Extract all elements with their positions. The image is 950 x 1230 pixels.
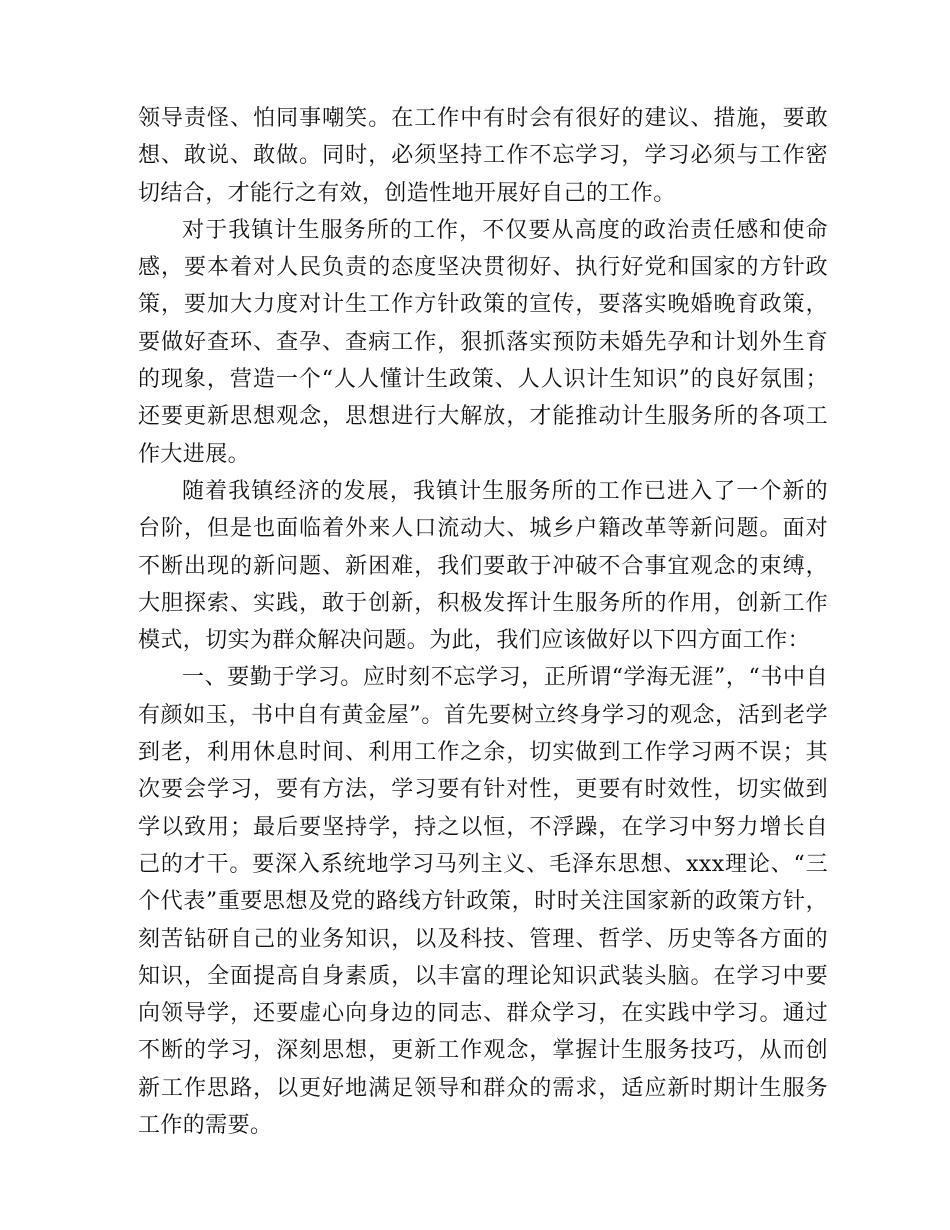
paragraph-diligent-study: 一、要勤于学习。应时刻不忘学习，正所谓“学海无涯”，“书中自有颜如玉，书中自有黄金屋”。首先要树立终身学习的观念，活到老学到老，利用休息时间、利用工作之余，切实做到工作学习两不误；其次要会学习，要有方法，学习要有针对性，更要有时效性，切实做到学以致用；最后要坚持学，持之以恒，不浮躁，在学习中努力增长自己的才干。要深入系统地学习马列主义、毛泽东思想、xxx理论、“三个代表”重要思想及党的路线方针政策，时时关注国家新的政策方针，刻苦钻研自己的业务知识，以及科技、管理、哲学、历史等各方面的知识，全面提高自身素质，以丰富的理论知识武装头脑。在学习中要向领导学，还要虚心向身边的同志、群众学习，在实践中学习。通过不断的学习，深刻思想，更新工作观念，掌握计生服务技巧，从而创新工作思路，以更好地满足领导和群众的需求，适应新时期计生服务工作的需要。 [138, 665, 828, 1139]
paragraph-new-challenges: 随着我镇经济的发展，我镇计生服务所的工作已进入了一个新的台阶，但是也面临着外来人口流动大、城乡户籍改革等新问题。面对不断出现的新问题、新困难，我们要敢于冲破不合事宜观念的束缚，大胆探索、实践，敢于创新，积极发挥计生服务所的作用，创新工作模式，切实为群众解决问题。为此，我们应该做好以下四方面工作： [138, 478, 828, 654]
document-body [138, 100, 828, 1144]
paragraph-continuation: 领导责怪、怕同事嘲笑。在工作中有时会有很好的建议、措施，要敢想、敢说、敢做。同时，必须坚持工作不忘学习，学习必须与工作密切结合，才能行之有效，创造性地开展好自己的工作。 [138, 106, 828, 206]
paragraph-family-planning-work: 对于我镇计生服务所的工作，不仅要从高度的政治责任感和使命感，要本着对人民负责的态度坚决贯彻好、执行好党和国家的方针政策，要加大力度对计生工作方针政策的宣传，要落实晚婚晚育政策，要做好查环、查孕、查病工作，狠抓落实预防未婚先孕和计划外生育的现象，营造一个“人人懂计生政策、人人识计生知识”的良好氛围；还要更新思想观念，思想进行大解放，才能推动计生服务所的各项工作大进展。 [138, 217, 828, 467]
